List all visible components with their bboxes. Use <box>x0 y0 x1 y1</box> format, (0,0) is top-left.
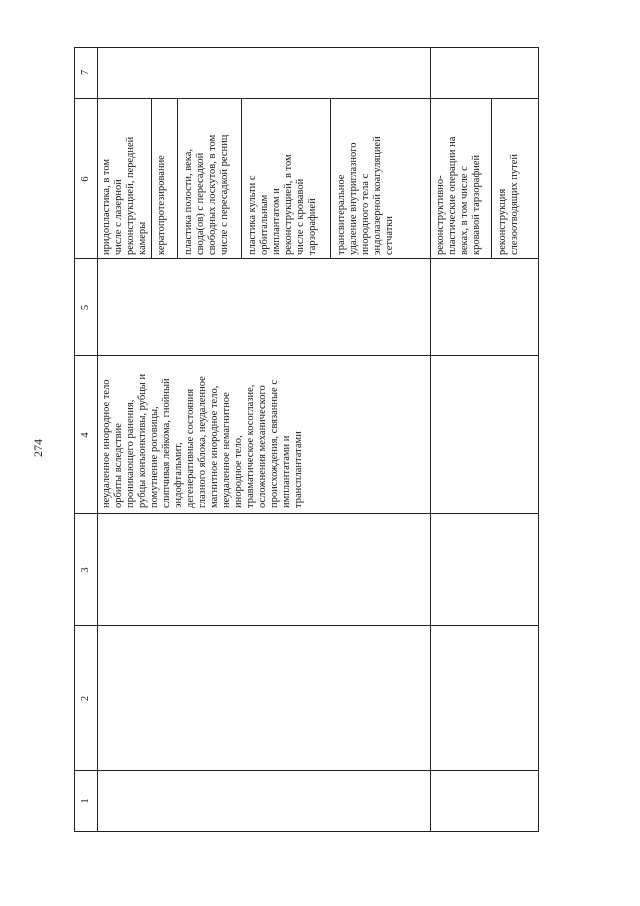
text-line: эндолазерной коагуляцией <box>372 136 383 255</box>
text-line: числе с лазерной <box>113 179 124 255</box>
text-line: проникающего ранения, <box>125 399 136 508</box>
column-number: 7 <box>80 69 91 76</box>
text-line: иридопластика, в том <box>101 158 112 255</box>
text-line: пластика культи с <box>247 175 258 255</box>
text-line: орбитальным <box>259 194 270 255</box>
text-line: пластические операции на <box>447 136 458 255</box>
text-line: неудаленное немагнитное <box>221 392 232 508</box>
text-line: эндофтальмит, <box>173 442 184 508</box>
text-line: осложнения механического <box>257 385 268 508</box>
text-line: помутнение роговицы, <box>149 406 160 508</box>
procedure-cell <box>336 136 396 255</box>
text-line: инородное тело, <box>233 435 244 508</box>
text-line: инородного тела с <box>360 173 371 255</box>
text-line: числе с пересадкой ресниц <box>219 134 230 255</box>
table-row <box>97 48 431 831</box>
text-line: кератопротезирование <box>156 155 167 255</box>
header-row <box>75 48 98 831</box>
text-line: имплантатами и <box>281 435 292 508</box>
text-line: тарзорафией <box>307 198 318 255</box>
text-line: реконструктивно- <box>435 175 446 255</box>
text-line: магнитное инородное тело, <box>209 385 220 508</box>
column-number: 2 <box>80 695 91 702</box>
procedure-cell <box>497 154 521 255</box>
text-line: свода(ов) с пересадкой <box>195 152 206 255</box>
text-line: травматическое косоглазие, <box>245 384 256 508</box>
cell-divider <box>151 99 152 259</box>
procedure-cell <box>156 155 168 255</box>
procedure-cell <box>101 137 149 255</box>
column-number: 4 <box>80 432 91 438</box>
text-line: трансвитеральное <box>336 174 347 255</box>
text-line: реконструкцией, в том <box>283 154 294 255</box>
table-row <box>431 48 538 831</box>
text-line: неудаленное инородное тело <box>101 379 112 508</box>
column-number: 5 <box>80 304 91 311</box>
page-number: 274 <box>31 439 45 457</box>
column-number: 6 <box>80 176 91 182</box>
cell-divider <box>177 99 178 259</box>
text-line: рубцы конъюнктивы, рубцы и <box>137 373 148 508</box>
text-line: орбиты вследствие <box>113 423 124 508</box>
text-line: реконструкция <box>497 188 508 255</box>
text-line: веках, в том числе с <box>459 166 470 255</box>
cell-divider <box>330 99 331 259</box>
procedure-cell <box>183 135 231 255</box>
text-line: дегенеративные состояния <box>185 388 196 508</box>
text-line: слезоотводящих путей <box>509 153 520 255</box>
text-line: числе с кровавой <box>295 178 306 255</box>
text-line: реконструкцией, передней <box>125 136 136 255</box>
text-line: происхождения, связанные с <box>269 379 280 508</box>
text-line: глазного яблока, неудаленное <box>197 376 208 508</box>
text-line: имплантатом и <box>271 188 282 255</box>
column-number: 1 <box>80 798 91 804</box>
diagnosis-cell <box>101 374 305 508</box>
text-line: сетчатки <box>384 215 395 255</box>
text-line: удаление внутриглазного <box>348 142 359 255</box>
cell-divider <box>241 99 242 259</box>
text-line: свободных лоскутов, в том <box>207 134 218 255</box>
cell-divider <box>491 99 492 259</box>
text-line: камеры <box>137 221 148 255</box>
column-number: 3 <box>80 567 91 573</box>
text-line: пластика полости, века, <box>183 149 194 255</box>
text-line: кровавой тарзорафией <box>471 154 482 255</box>
procedure-cell <box>247 154 319 255</box>
procedures-table <box>74 47 539 832</box>
text-line: трансплантатами <box>293 431 304 508</box>
text-line: слипчивая лейкома, гнойный <box>161 378 172 508</box>
rotated-table-wrapper <box>74 47 539 832</box>
procedure-cell <box>435 137 483 255</box>
